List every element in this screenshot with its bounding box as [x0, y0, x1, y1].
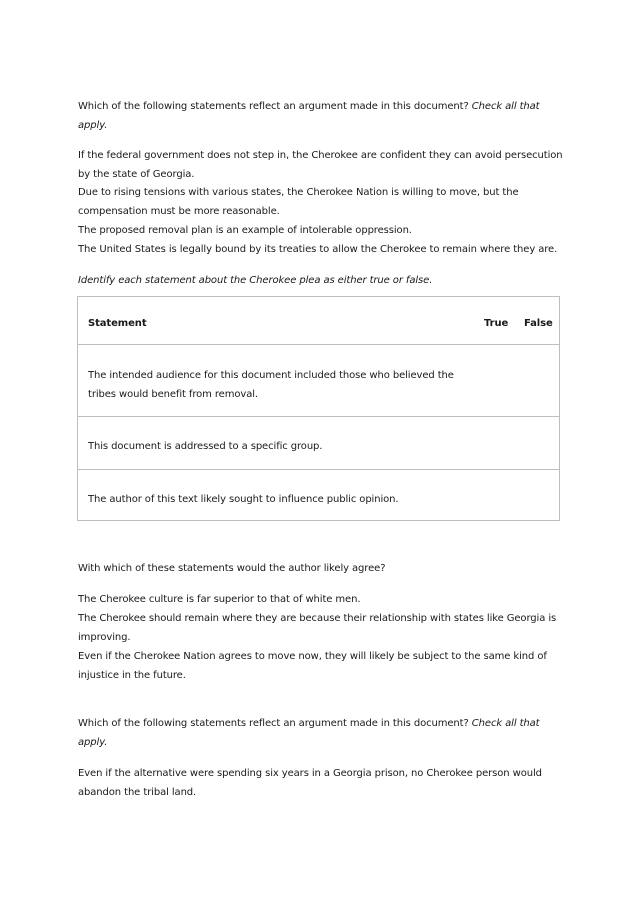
question-1-option-line: If the federal government does not step in, the Cherokee are confident they can avoid persecution	[78, 150, 563, 161]
header-true: True	[484, 318, 509, 329]
question-4-option-line: abandon the tribal land.	[78, 787, 197, 798]
table-row-2: This document is addressed to a specific group.	[88, 441, 323, 452]
question-1-option-line: The United States is legally bound by its treaties to allow the Cherokee to remain where they are.	[78, 244, 558, 255]
table-row-3: The author of this text likely sought to influence public opinion.	[88, 494, 399, 505]
table-divider	[78, 344, 559, 345]
question-1-option-line: by the state of Georgia.	[78, 169, 195, 180]
question-3-option-line: Even if the Cherokee Nation agrees to move now, they will likely be subject to the same kind of	[78, 651, 547, 662]
question-4-prompt-italic: Check all that	[471, 718, 540, 729]
question-1-option-line: Due to rising tensions with various states, the Cherokee Nation is willing to move, but the	[78, 187, 519, 198]
question-3-option-line: The Cherokee culture is far superior to that of white men.	[78, 594, 361, 605]
header-statement: Statement	[88, 318, 147, 329]
question-1-option-line: The proposed removal plan is an example of intolerable oppression.	[78, 225, 412, 236]
table-divider	[78, 416, 559, 417]
question-4-prompt-text: Which of the following statements reflect an argument made in this document?	[78, 718, 469, 729]
question-3-option-line: improving.	[78, 632, 131, 643]
question-1-prompt	[78, 100, 540, 114]
question-1-prompt-italic: Check all that	[471, 101, 540, 112]
table-row-1-line-2: tribes would benefit from removal.	[88, 389, 258, 400]
question-1-option-line: compensation must be more reasonable.	[78, 206, 280, 217]
question-4-option-line: Even if the alternative were spending six years in a Georgia prison, no Cherokee person would	[78, 768, 542, 779]
table-divider	[78, 469, 559, 470]
question-4-prompt-continuation: apply.	[78, 737, 108, 748]
question-3-option-line: injustice in the future.	[78, 670, 186, 681]
question-4-prompt	[78, 717, 540, 731]
question-1-prompt-continuation: apply.	[78, 120, 108, 131]
question-2-instruction: Identify each statement about the Cherokee plea as either true or false.	[78, 275, 433, 286]
table-row-1-line-1: The intended audience for this document included those who believed the	[88, 370, 454, 381]
question-3-option-line: The Cherokee should remain where they are because their relationship with states like Georgia is	[78, 613, 557, 624]
question-3-prompt: With which of these statements would the author likely agree?	[78, 563, 386, 574]
header-false: False	[524, 318, 553, 329]
true-false-table	[77, 296, 560, 521]
question-1-prompt-text: Which of the following statements reflect an argument made in this document?	[78, 101, 469, 112]
